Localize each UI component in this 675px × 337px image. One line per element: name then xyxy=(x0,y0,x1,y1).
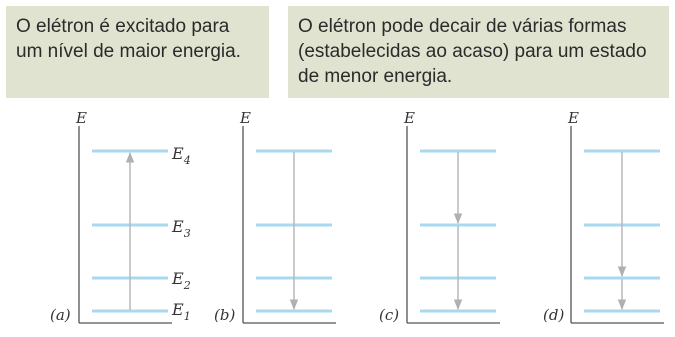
axis-label-a: E xyxy=(76,109,87,127)
caption-decay-text: O elétron pode decair de várias formas (estabelecidas ao acaso) para um estado de menor energia. xyxy=(298,16,647,87)
axis-label-b: E xyxy=(240,109,251,127)
panel-b xyxy=(214,109,336,324)
level-label-e3 xyxy=(171,217,191,240)
level-label-e4-main: E xyxy=(172,144,184,163)
level-label-e4 xyxy=(171,144,191,167)
level-label-e1-main: E xyxy=(172,300,184,319)
panel-label-b: (b) xyxy=(214,306,236,324)
level-label-e1 xyxy=(171,300,191,323)
panel-d xyxy=(543,109,664,324)
panel-label-d: (d) xyxy=(543,306,565,324)
axis-label-d: E xyxy=(568,109,579,127)
level-label-e2-main: E xyxy=(172,269,184,288)
level-label-e2 xyxy=(171,269,191,292)
panel-c xyxy=(379,109,500,324)
axis-label-c: E xyxy=(404,109,415,127)
panel-label-a: (a) xyxy=(50,306,71,324)
level-label-e3-sub: 3 xyxy=(183,227,191,240)
caption-excitation-text: O elétron é excitado para um nível de maior energia. xyxy=(16,16,241,62)
panel-a xyxy=(50,109,191,324)
panel-label-c: (c) xyxy=(379,306,400,324)
level-label-e3-main: E xyxy=(172,217,184,236)
level-label-e4-sub: 4 xyxy=(183,154,191,167)
level-label-e2-sub: 2 xyxy=(183,279,191,292)
level-label-e1-sub: 1 xyxy=(183,310,191,323)
